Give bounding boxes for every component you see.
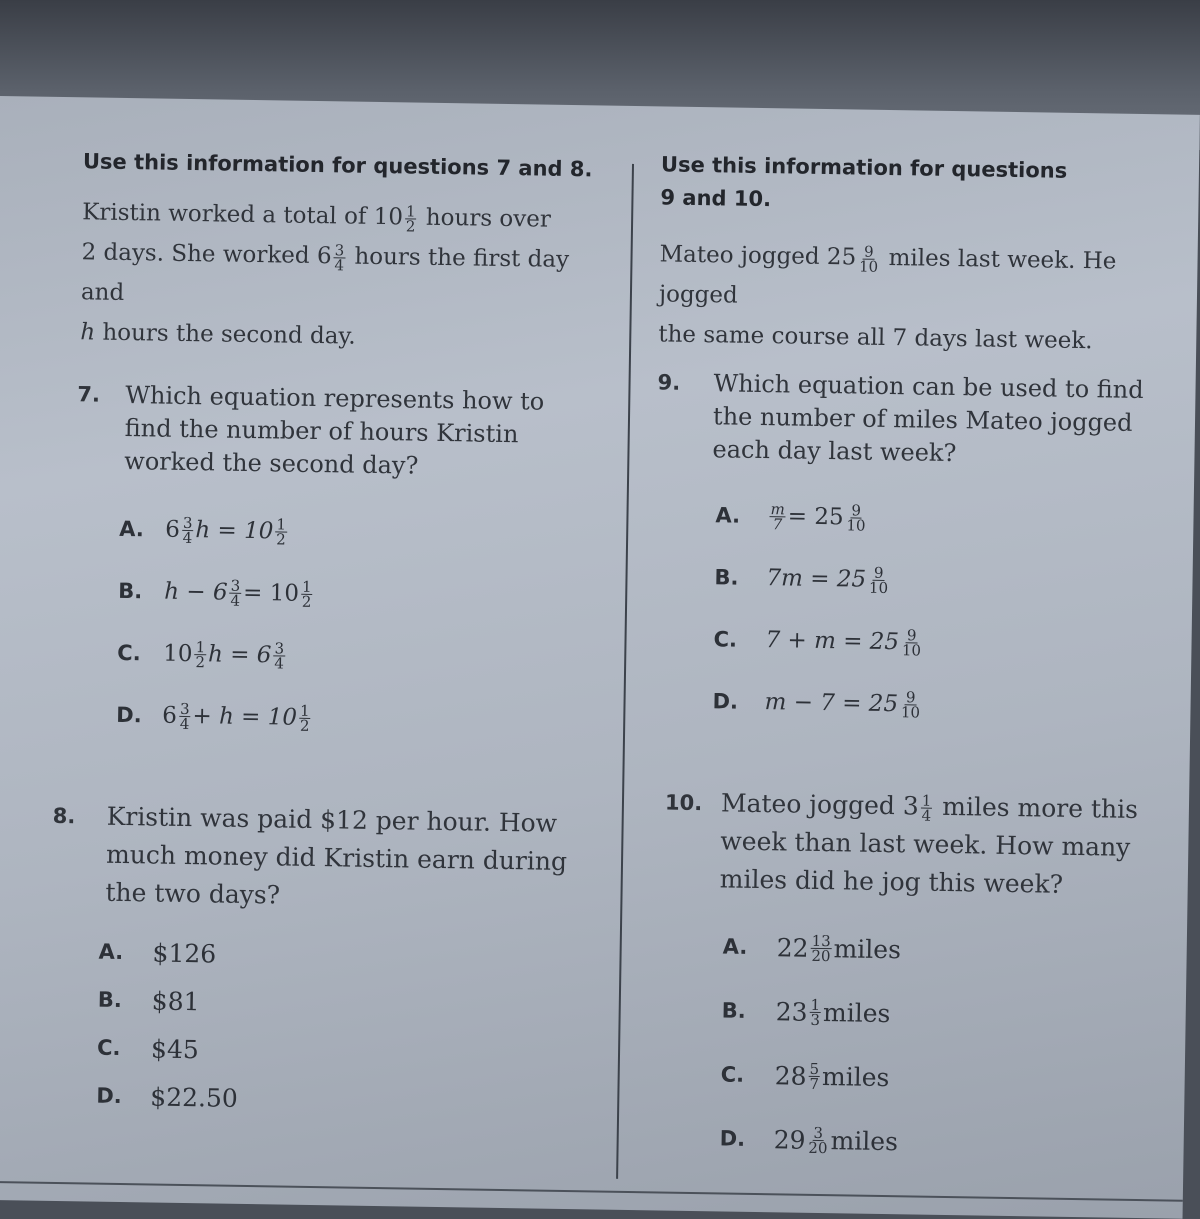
question-7 (77, 379, 585, 485)
info-text-9-10: Mateo jogged 25 $\frac{9}{10}$ miles last week. He jogged the same course all 7 days last week. (658, 241, 1117, 355)
question-9 (657, 367, 1163, 473)
question-number: 10. (664, 790, 703, 816)
question-number: 9. (657, 370, 681, 395)
q10-choice-d[interactable]: D. 29 $\frac{3}{20}$ miles (719, 1123, 899, 1157)
info-heading-7-8: Use this information for questions 7 and 8. (82, 149, 593, 182)
q7-choices (116, 498, 598, 753)
q10-choice-a[interactable]: A. 22 $\frac{13}{20}$ miles (722, 931, 902, 965)
q10-choice-c[interactable]: C. 28 $\frac{5}{7}$ miles (720, 1059, 890, 1093)
question-text: Which equation represents how to find the number of hours Kristin worked the second day? (124, 381, 545, 480)
worksheet-page (0, 96, 1200, 1219)
q8-choice-d[interactable]: D. $22.50 (96, 1081, 239, 1113)
question-text: Which equation can be used to find the number of miles Mateo jogged each day last week? (712, 369, 1144, 468)
q9-choice-d[interactable]: D. m − 7 = 25 $\frac{9}{10}$ (712, 687, 921, 722)
question-number: 8. (52, 803, 76, 829)
question-text: Kristin was paid $12 per hour. How much money did Kristin earn during the two days? (105, 801, 568, 910)
info-text-7-8: Kristin worked a total of 10 $\frac{1}{2}$ hours over 2 days. She worked 6 $\frac{3}{4}$ hours the first day and h hours the second day. (80, 199, 570, 350)
left-column (52, 145, 603, 1127)
bottom-rule (0, 1181, 1183, 1202)
question-number: 7. (77, 382, 101, 407)
q8-choice-c[interactable]: C. $45 (96, 1033, 199, 1064)
question-text: Mateo jogged 3 $\frac{1}{4}$ miles more this week than last week. How many miles did he jog this week? (719, 788, 1139, 899)
question-10 (664, 784, 1171, 905)
q9-choice-b[interactable]: B. 7m = 25 $\frac{9}{10}$ (714, 563, 889, 597)
q7-choice-a[interactable]: A. 6 $\frac{3}{4}$ h = 10 $\frac{1}{2}$ (119, 513, 287, 549)
q10-choice-b[interactable]: B. 23 $\frac{1}{3}$ miles (721, 995, 891, 1029)
column-divider (616, 164, 634, 1179)
q7-choice-d[interactable]: D. 6 $\frac{3}{4}$ + h = 10 $\frac{1}{2}$ (116, 699, 310, 735)
q8-choice-b[interactable]: B. $81 (97, 985, 200, 1016)
q8-choices (96, 928, 591, 1128)
q7-choice-c[interactable]: C. 10 $\frac{1}{2}$ h = 6 $\frac{3}{4}$ (117, 637, 285, 673)
q10-choices (719, 914, 1169, 1177)
info-heading-9-10: Use this information for questions 9 and 10. (660, 152, 1068, 212)
q7-choice-b[interactable]: B. h − 6 $\frac{3}{4}$ = 10 $\frac{1}{2}$ (118, 576, 312, 611)
question-8 (52, 798, 597, 920)
q9-choice-c[interactable]: C. 7 + m = 25 $\frac{9}{10}$ (713, 625, 922, 660)
q9-choices (712, 484, 1176, 739)
q9-choice-a[interactable]: A. $\frac{m}{7}$ = 25 $\frac{9}{10}$ (715, 499, 866, 535)
q8-choice-a[interactable]: A. $126 (98, 938, 217, 968)
right-column (645, 148, 1181, 1177)
